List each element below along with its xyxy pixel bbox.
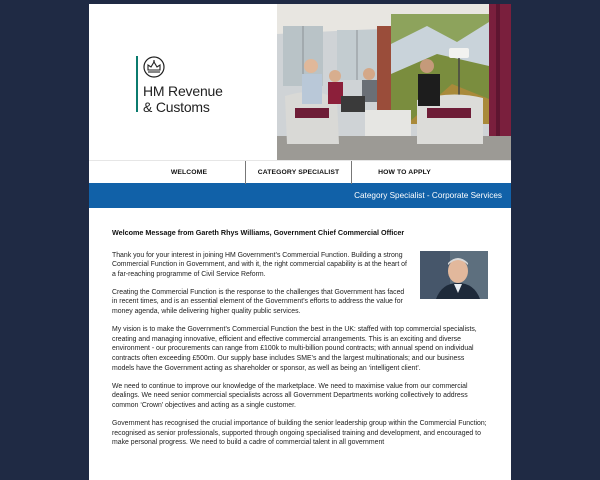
nav-item-welcome[interactable]: WELCOME: [170, 169, 208, 176]
logo[interactable]: [89, 4, 277, 160]
page: [89, 4, 511, 480]
logo-text-line1: HM Revenue: [143, 83, 223, 99]
nav-item-how-to-apply[interactable]: HOW TO APPLY: [351, 161, 457, 184]
main-content: [89, 208, 511, 448]
header-photo: [277, 4, 511, 160]
nav-item-category-specialist[interactable]: CATEGORY SPECIALIST: [245, 161, 351, 184]
header: [89, 4, 511, 160]
paragraph: Creating the Commercial Function is the response to the challenges that Government has faced in recent times, and is an essential element of the Government’s efforts to address the value for money agenda, while delivering higher quality public services.: [112, 288, 405, 316]
paragraph: Government has recognised the crucial importance of building the senior leadership group within the Commercial Function; recognised as senior professionals, supported through ongoing specialised training and development, and encouraged to make personal progress. We need to build a cadre of commercial talent in all government: [112, 419, 487, 447]
logo-text-line2: & Customs: [143, 99, 210, 115]
section-banner: [89, 183, 511, 208]
paragraph: We need to continue to improve our knowledge of the marketplace. We need to maximise value from our commercial dealings. We need senior commercial specialists across all Government Departments working collectively to address common ‘Crown’ objectives and acting as a single customer.: [112, 382, 468, 409]
main-nav: [89, 160, 511, 183]
paragraph: My vision is to make the Government’s Commercial Function the best in the UK: staffed with top commercial specialists, creating and managing innovative, efficient and effective commercial arrangements. This is an exciting and diverse environment - our procurements can range from £100k to multi-billion pound contracts; with annual spend on individual contracts often exceeding £500m. Our supply base includes SME’s and the largest multinationals; and our business models have the Government acting as shareholder or sponsor, as well as being an ‘intelligent client’.: [112, 326, 477, 372]
content-title: Welcome Message from Gareth Rhys Williams, Government Chief Commercial Officer: [112, 228, 405, 237]
nav-spacer: [89, 161, 133, 183]
paragraph: Thank you for your interest in joining HM Government’s Commercial Function. Building a strong Commercial Function in Government, and with it, the right commercial capability is at the heart of a far-reaching programme of Civil Service Reform.: [112, 251, 407, 278]
royal-crest-icon: [143, 56, 165, 78]
banner-title: Category Specialist - Corporate Services: [354, 191, 502, 200]
logo-accent-bar: [136, 56, 138, 112]
portrait-photo: [420, 251, 488, 299]
